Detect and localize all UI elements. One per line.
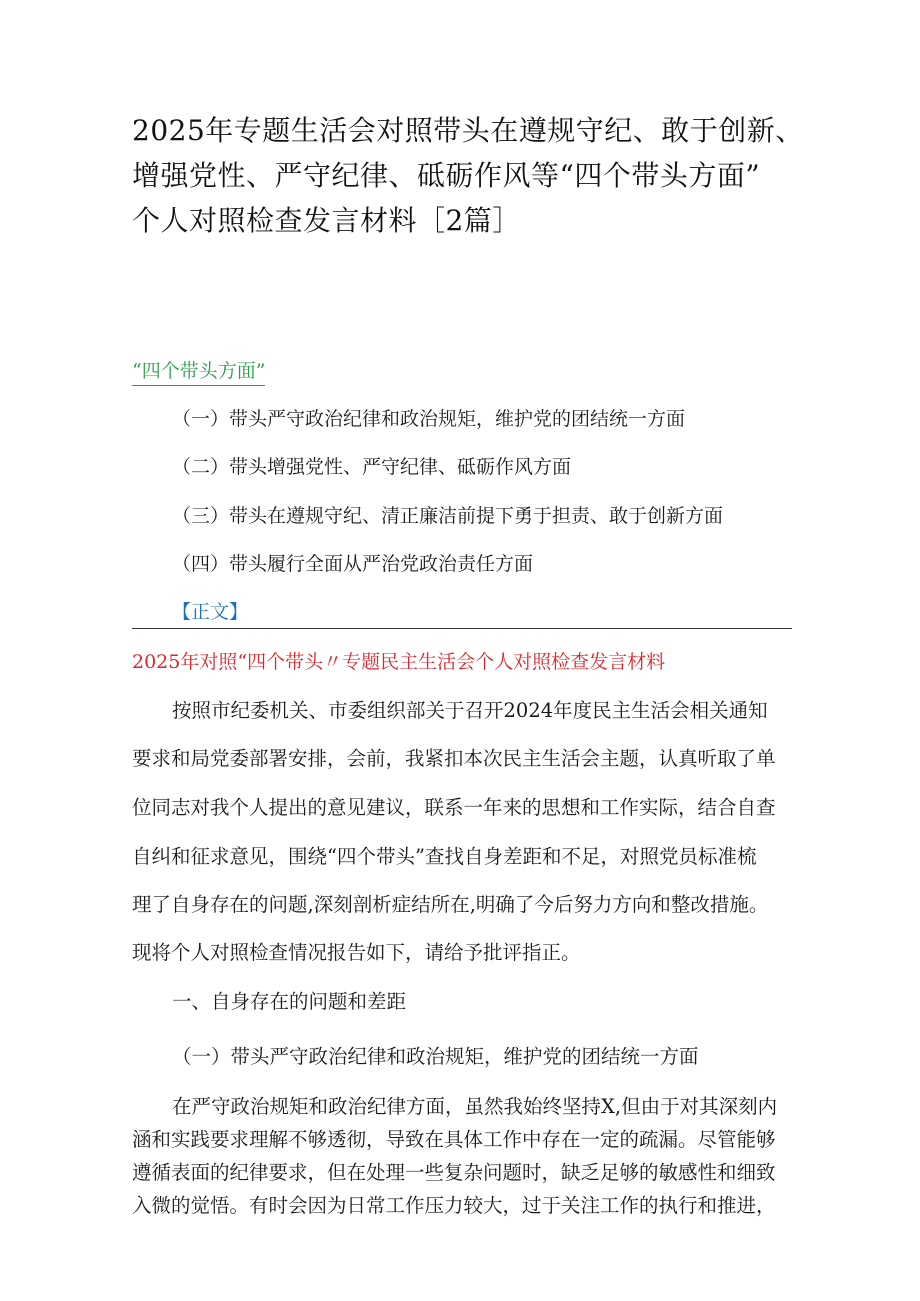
paragraph-line: 遵循表面的纪律要求，但在处理一些复杂问题时，缺乏足够的敏感性和细致 (132, 1161, 776, 1184)
title-line: 2025年专题生活会对照带头在遵规守纪、敢于创新、 (132, 114, 804, 147)
title-line: 增强党性、严守纪律、砥砺作风等“四个带头方面” (132, 159, 761, 192)
paragraph-line: 理了自身存在的问题,深刻剖析症结所在,明确了今后努力方向和整改措施。 (132, 893, 769, 916)
paragraph-line: 按照市纪委机关、市委组织部关于召开2024年度民主生活会相关通知 (172, 699, 768, 722)
paragraph-line: 位同志对我个人提出的意见建议，联系一年来的思想和工作实际，结合自查 (132, 796, 776, 819)
toc-item: （四）带头履行全面从严治党政治责任方面 (172, 553, 534, 575)
toc-item: （二）带头增强党性、严守纪律、砥砺作风方面 (172, 456, 572, 478)
section-tag-main-text: 【正文】 (172, 601, 249, 623)
toc-heading[interactable]: “四个带头方面” (132, 357, 265, 386)
paragraph-line: 涵和实践要求理解不够透彻，导致在具体工作中存在一定的疏漏。尽管能够 (132, 1128, 776, 1151)
divider-line (132, 628, 792, 629)
title-line: 个人对照检查发言材料［2篇］ (132, 204, 521, 237)
paragraph-line: 自纠和征求意见，围绕“四个带头”查找自身差距和不足，对照党员标准梳 (132, 845, 757, 868)
paragraph-line: 入微的觉悟。有时会因为日常工作压力较大，过于关注工作的执行和推进， (132, 1194, 776, 1217)
subsection-heading: （一）带头严守政治纪律和政治规矩，维护党的团结统一方面 (172, 1045, 699, 1068)
toc-item: （三）带头在遵规守纪、清正廉洁前提下勇于担责、敢于创新方面 (172, 505, 724, 527)
article-heading: 2025年对照“四个带头〃专题民主生活会个人对照检查发言材料 (132, 651, 666, 673)
paragraph-line: 要求和局党委部署安排，会前，我紧扣本次民主生活会主题，认真听取了单 (132, 747, 776, 770)
paragraph-line: 现将个人对照检查情况报告如下，请给予批评指正。 (132, 941, 581, 964)
toc-item: （一）带头严守政治纪律和政治规矩，维护党的团结统一方面 (172, 408, 686, 430)
paragraph-line: 在严守政治规矩和政治纪律方面，虽然我始终坚持X,但由于对其深刻内 (172, 1095, 778, 1118)
section-heading: 一、自身存在的问题和差距 (172, 990, 407, 1013)
document-title (132, 108, 804, 243)
